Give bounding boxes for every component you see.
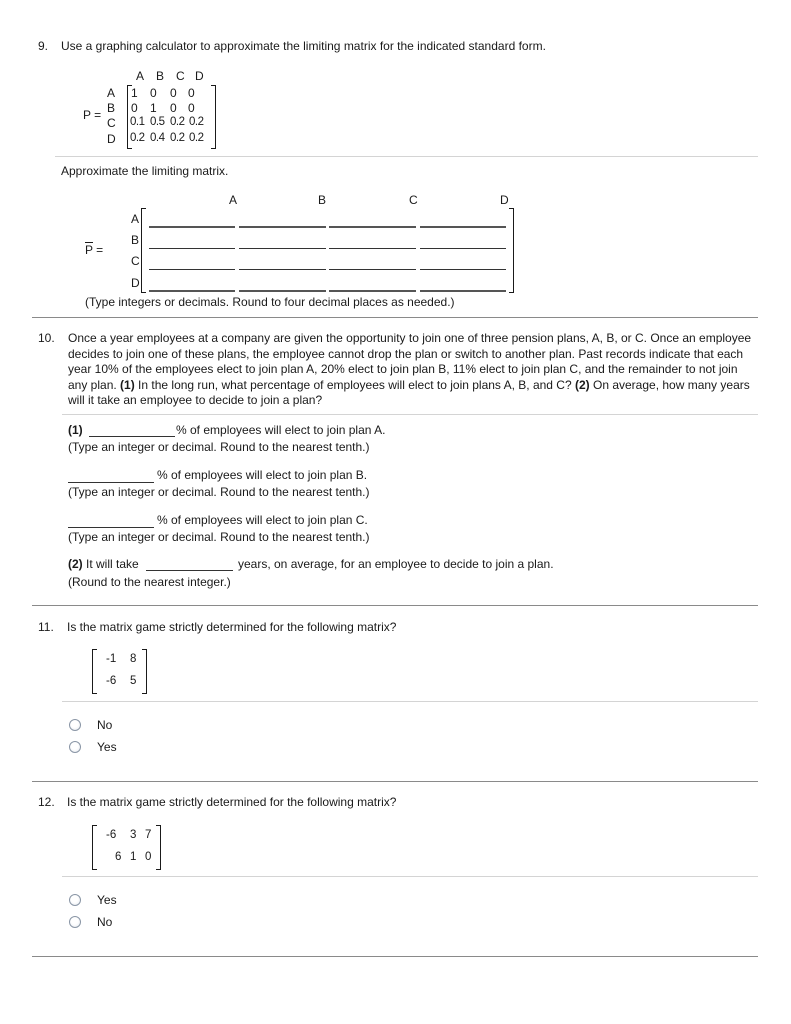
divider — [55, 156, 758, 157]
matrix-cell: 6 — [115, 851, 122, 863]
bracket-right — [509, 208, 514, 293]
matrix-cell: 1 — [130, 851, 137, 863]
part-label: (1) — [120, 377, 135, 392]
matrix-cell: -1 — [106, 653, 117, 665]
answer-hint: (Type integers or decimals. Round to four decimal places as needed.) — [85, 295, 455, 309]
prompt-text: Once a year employees at a company are given the opportunity to join one of three pension plans, A, B, or C. Once an employee decides to join one of these plans, the employee cannot drop the plan or switch to another plan. Past records indicate that each year 10% of the employees elect to join plan A, 20% elect to join plan B, 11% elect to join plan C, and the remainder to not join any plan. — [68, 331, 752, 392]
col-header: C — [176, 69, 185, 83]
matrix-cell: 0.2 — [130, 132, 145, 144]
answer-suffix: % of employees will elect to join plan A. — [176, 423, 386, 437]
question-number: 10. — [38, 331, 55, 345]
answer-hint: (Type an integer or decimal. Round to the nearest tenth.) — [68, 440, 370, 454]
answer-input-d-b[interactable] — [239, 290, 326, 292]
matrix-label: P = — [83, 108, 102, 122]
matrix-cell: 0.2 — [170, 116, 185, 128]
divider — [62, 701, 758, 702]
matrix-cell: -6 — [106, 675, 117, 687]
row-header: A — [107, 86, 116, 100]
row-header: A — [131, 212, 140, 226]
col-header: B — [156, 69, 165, 83]
sub-prompt: Approximate the limiting matrix. — [61, 164, 229, 178]
radio-button[interactable] — [69, 916, 81, 928]
matrix-cell: 0.4 — [150, 132, 165, 144]
col-header: A — [136, 69, 145, 83]
bracket-left — [92, 825, 97, 870]
radio-button[interactable] — [69, 719, 81, 731]
matrix-cell: 3 — [130, 829, 137, 841]
bracket-right — [156, 825, 161, 870]
matrix-cell: -6 — [106, 829, 117, 841]
answer-input-a-a[interactable] — [149, 226, 235, 228]
bracket-right — [211, 85, 216, 149]
answer-suffix: % of employees will elect to join plan B. — [157, 468, 368, 482]
divider — [62, 876, 758, 877]
row-header: D — [131, 276, 140, 290]
answer-hint: (Type an integer or decimal. Round to the nearest tenth.) — [68, 485, 370, 499]
question-prompt: Use a graphing calculator to approximate the limiting matrix for the indicated standard form. — [61, 39, 546, 53]
option-label[interactable]: Yes — [97, 740, 117, 754]
prompt-text: In the long run, what percentage of employees will elect to join plans A, B, and C? — [134, 377, 575, 392]
answer-input-d-c[interactable] — [329, 290, 416, 292]
matrix-cell: 0.2 — [189, 132, 204, 144]
bracket-left — [141, 208, 146, 293]
answer-suffix: years, on average, for an employee to decide to join a plan. — [238, 557, 554, 571]
part-label: (2) — [68, 557, 83, 571]
section-divider — [32, 605, 758, 606]
row-header: C — [131, 254, 140, 268]
matrix-cell: 0 — [145, 851, 152, 863]
answer-input-a-d[interactable] — [420, 226, 506, 228]
matrix-cell: 1 — [150, 101, 157, 115]
answer-input-d-a[interactable] — [149, 290, 235, 292]
answer-input-b-a[interactable] — [149, 248, 235, 249]
matrix-cell: 8 — [130, 653, 137, 665]
answer-input-a-b[interactable] — [239, 226, 326, 228]
radio-button[interactable] — [69, 894, 81, 906]
answer-input-c-c[interactable] — [329, 269, 416, 270]
answer-input-a-c[interactable] — [329, 226, 416, 228]
matrix-cell: 0 — [131, 101, 138, 115]
answer-input-d-d[interactable] — [420, 290, 506, 292]
matrix-cell: 1 — [131, 86, 138, 100]
section-divider — [32, 781, 758, 782]
answer-input-c-d[interactable] — [420, 269, 506, 270]
row-header: C — [107, 116, 116, 130]
years-input[interactable] — [146, 570, 233, 571]
answer-input-c-a[interactable] — [149, 269, 235, 270]
matrix-cell: 0.5 — [150, 116, 165, 128]
col-header: B — [318, 193, 327, 207]
prompt-text: On average, how many years will it take an employee to decide to join a plan? — [68, 377, 750, 407]
matrix-cell: 0 — [150, 86, 157, 100]
answer-input-b-d[interactable] — [420, 248, 506, 249]
divider — [62, 414, 758, 415]
bracket-left — [92, 649, 97, 694]
answer-suffix: % of employees will elect to join plan C. — [157, 513, 368, 527]
radio-button[interactable] — [69, 741, 81, 753]
matrix-cell: 0 — [170, 86, 177, 100]
matrix-cell: 0 — [188, 86, 195, 100]
question-number: 11. — [38, 620, 54, 634]
part-label: (2) — [574, 377, 590, 392]
col-header: D — [195, 69, 204, 83]
matrix-label — [85, 243, 103, 257]
matrix-cell: 5 — [130, 675, 137, 687]
answer-input-b-c[interactable] — [329, 248, 416, 249]
matrix-cell: 0.2 — [170, 132, 185, 144]
row-header: B — [131, 233, 140, 247]
row-header: B — [107, 101, 116, 115]
plan-b-percent-input[interactable] — [68, 482, 154, 483]
col-header: A — [229, 193, 238, 207]
question-prompt: Is the matrix game strictly determined for the following matrix? — [67, 795, 397, 809]
bracket-right — [142, 649, 147, 694]
option-label[interactable]: Yes — [97, 893, 117, 907]
col-header: D — [500, 193, 509, 207]
matrix-cell: 0 — [188, 101, 195, 115]
question-number: 9. — [38, 39, 49, 53]
answer-input-c-b[interactable] — [239, 269, 326, 270]
question-number: 12. — [38, 795, 55, 809]
p-bar-label: P = — [85, 243, 104, 257]
section-divider — [32, 956, 758, 957]
row-header: D — [107, 132, 116, 146]
option-label[interactable]: No — [97, 915, 113, 929]
question-prompt — [68, 331, 758, 409]
prefix-text: It will take — [82, 557, 139, 571]
matrix-cell: 0 — [170, 101, 177, 115]
part-2-prefix — [68, 557, 139, 571]
part-label: (1) — [68, 423, 83, 437]
plan-a-percent-input[interactable] — [89, 436, 175, 437]
matrix-cell: 0.2 — [189, 116, 204, 128]
col-header: C — [409, 193, 418, 207]
answer-input-b-b[interactable] — [239, 248, 326, 249]
answer-hint: (Type an integer or decimal. Round to the nearest tenth.) — [68, 530, 370, 544]
answer-hint: (Round to the nearest integer.) — [68, 575, 231, 589]
matrix-cell: 0.1 — [130, 116, 145, 128]
matrix-cell: 7 — [145, 829, 152, 841]
question-prompt: Is the matrix game strictly determined for the following matrix? — [67, 620, 397, 634]
section-divider — [32, 317, 758, 318]
plan-c-percent-input[interactable] — [68, 527, 154, 528]
option-label[interactable]: No — [97, 718, 113, 732]
